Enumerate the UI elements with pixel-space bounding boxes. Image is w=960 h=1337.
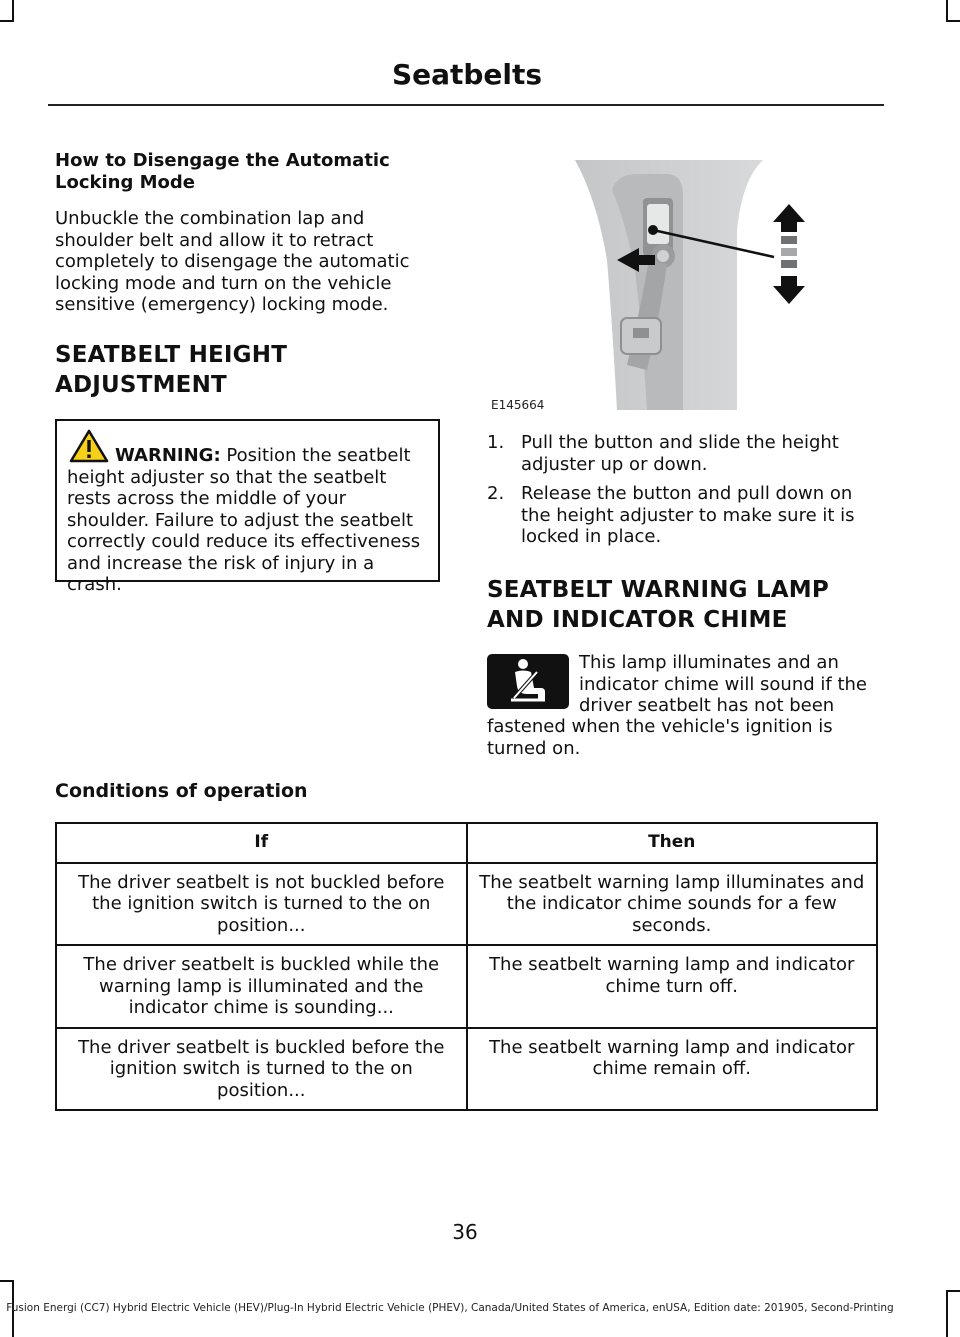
- section-heading-line: SEATBELT WARNING LAMP: [487, 577, 829, 603]
- conditions-heading: Conditions of operation: [55, 780, 308, 802]
- seatbelt-warning-lamp-icon: [487, 654, 569, 709]
- table-header-row: [56, 823, 877, 863]
- if-cell: The driver seatbelt is not buckled before the ignition switch is turned to the on position...: [56, 863, 467, 946]
- crop-mark: [946, 1290, 948, 1337]
- crop-mark: [946, 1290, 960, 1292]
- page-title: Seatbelts: [391, 58, 543, 91]
- lamp-body-line: indicator chime will sound if the: [579, 673, 867, 695]
- crop-mark: [0, 1280, 14, 1282]
- warning-text: Position the seatbelt height adjuster so that the seatbelt rests across the middle of your shoulder. Failure to adjust the seatbelt correctly could reduce its effectiveness and increase the risk of injury in a crash.: [67, 445, 421, 595]
- adjust-steps-list: [487, 432, 882, 556]
- then-cell: The seatbelt warning lamp illuminates and the indicator chime sounds for a few seconds.: [467, 863, 878, 946]
- then-cell: The seatbelt warning lamp and indicator chime remain off.: [467, 1028, 878, 1111]
- warning-triangle-icon: [69, 429, 109, 463]
- disengage-body: Unbuckle the combination lap and shoulder belt and allow it to retract completely to disengage the automatic locking mode and turn on the vehicle sensitive (emergency) locking mode.: [55, 208, 410, 315]
- seatbelt-adjuster-drawing: [487, 160, 877, 420]
- list-item: [487, 432, 882, 475]
- warning-lamp-body-rest: fastened when the vehicle's ignition is turned on.: [487, 716, 833, 759]
- section-heading-line: ADJUSTMENT: [55, 372, 227, 398]
- section-heading-line: SEATBELT HEIGHT: [55, 342, 288, 368]
- table-row: [56, 1028, 877, 1111]
- lamp-body-line: driver seatbelt has not been: [579, 695, 835, 716]
- warning-box: [55, 419, 440, 595]
- then-cell: The seatbelt warning lamp and indicator chime turn off.: [467, 945, 878, 1028]
- page-number: 36: [452, 1220, 478, 1244]
- warning-label: WARNING:: [115, 445, 221, 466]
- if-cell: The driver seatbelt is buckled while the warning lamp is illuminated and the indicator chime is sounding...: [56, 945, 467, 1028]
- column-header-if: If: [56, 823, 467, 863]
- table-row: [56, 863, 877, 946]
- height-adjust-heading: [55, 340, 445, 400]
- conditions-table: [55, 822, 878, 1111]
- table-row: [56, 945, 877, 1028]
- disengage-section: [55, 150, 445, 316]
- column-header-then: Then: [467, 823, 878, 863]
- section-heading-line: AND INDICATOR CHIME: [487, 607, 788, 633]
- header-divider: [48, 104, 884, 106]
- step-number: 2.: [487, 483, 505, 504]
- disengage-heading: How to Disengage the Automatic Locking Mode: [55, 150, 390, 193]
- crop-mark: [946, 0, 948, 22]
- warning-lamp-body-top: [579, 652, 884, 717]
- lamp-body-line: This lamp illuminates and an: [579, 652, 839, 673]
- if-cell: The driver seatbelt is buckled before the ignition switch is turned to the on position...: [56, 1028, 467, 1111]
- seatbelt-height-adjuster-illustration: [487, 160, 877, 420]
- list-item: [487, 483, 882, 548]
- crop-mark: [12, 0, 14, 22]
- step-text: Release the button and pull down on the height adjuster to make sure it is locked in place.: [521, 483, 855, 547]
- page-footer: Fusion Energi (CC7) Hybrid Electric Vehicle (HEV)/Plug-In Hybrid Electric Vehicle (PHEV), Canada/United States of America, enUSA, Edition date: 201905, Second-Printing: [6, 1302, 894, 1314]
- step-text: Pull the button and slide the height adjuster up or down.: [521, 432, 839, 475]
- warning-lamp-heading: [487, 575, 887, 635]
- step-number: 1.: [487, 432, 505, 453]
- crop-mark: [0, 20, 14, 22]
- figure-code: E145664: [491, 398, 545, 412]
- crop-mark: [946, 20, 960, 22]
